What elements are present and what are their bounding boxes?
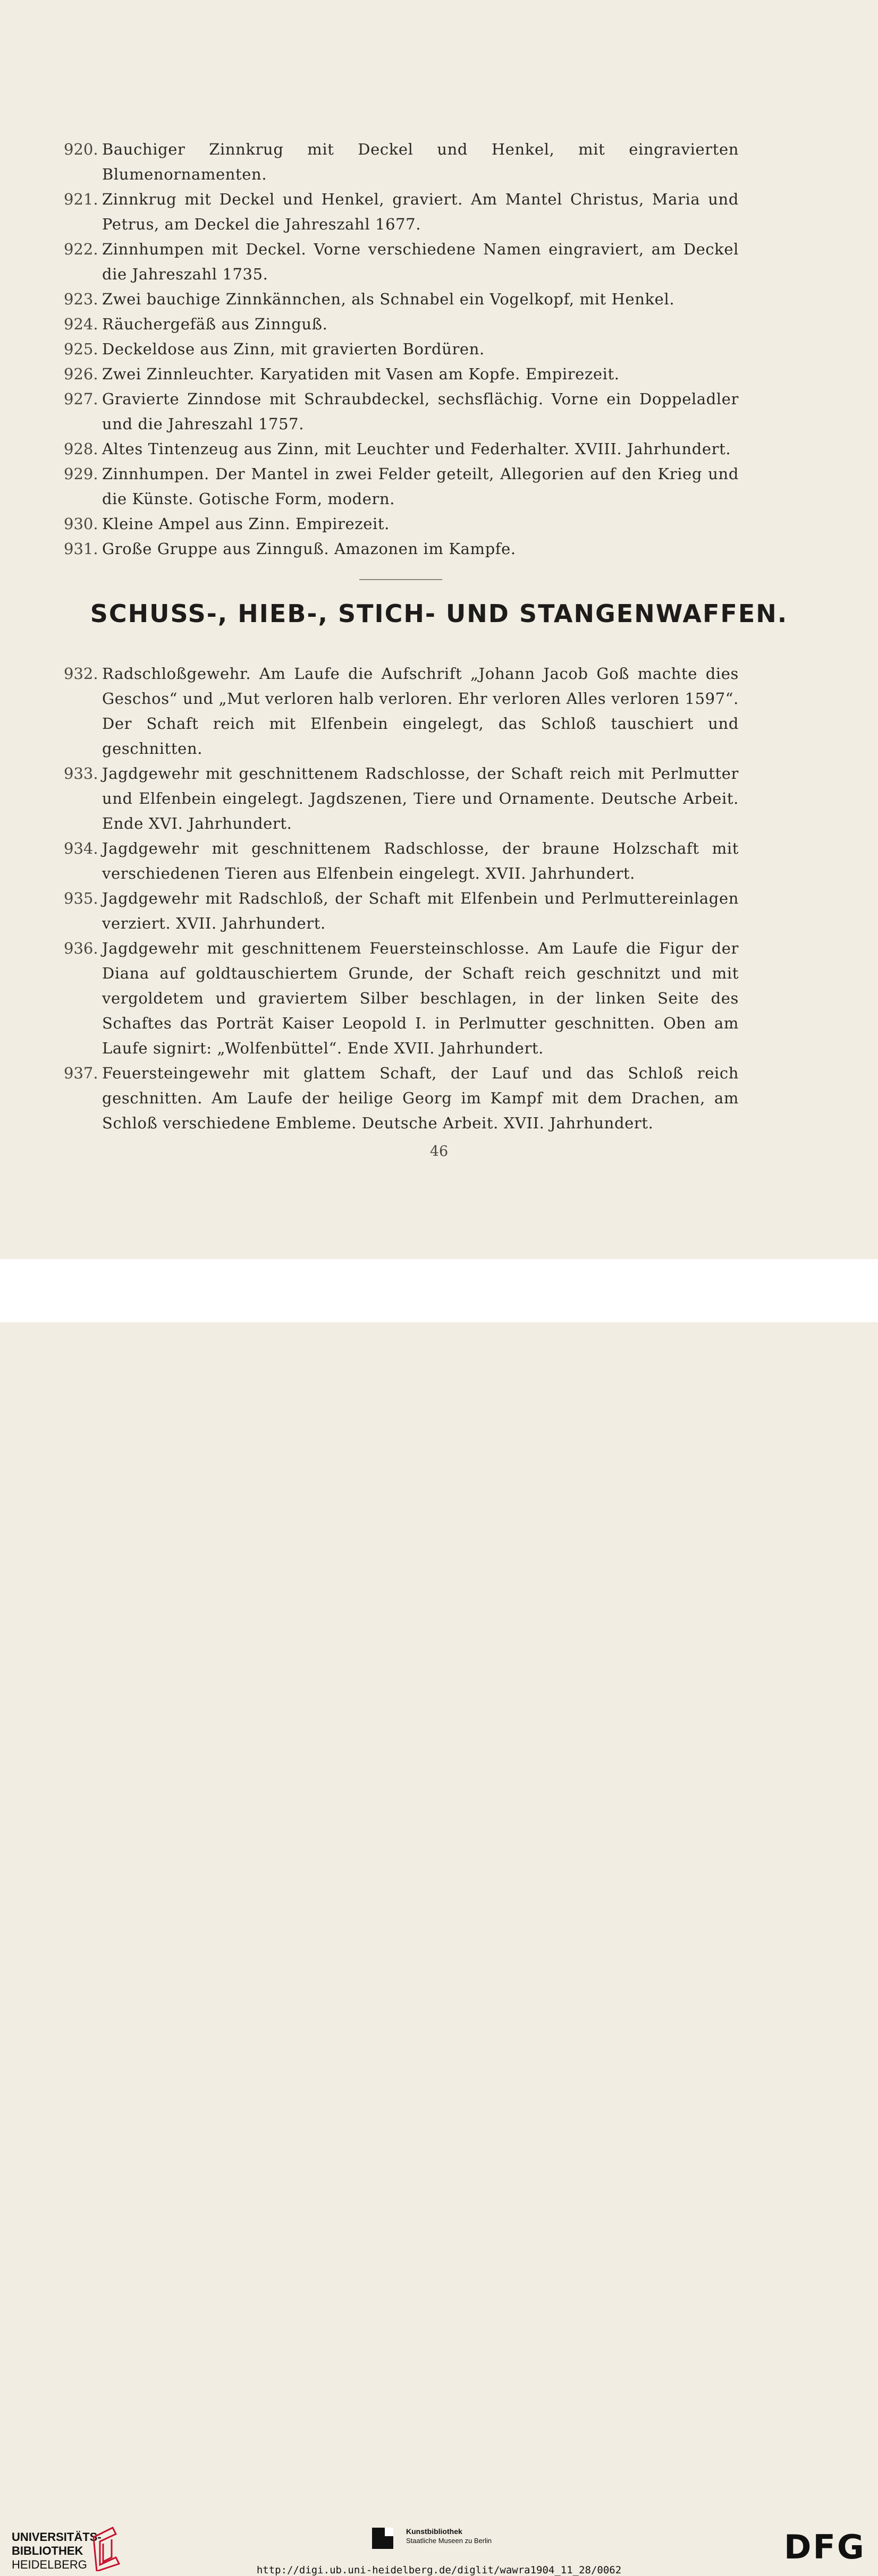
entry-text: Zinnhumpen mit Deckel. Vorne verschiedene Namen eingraviert, am Deckel die Jahreszahl 1735. [102,240,739,283]
catalog-entry [64,387,739,437]
entry-text: Jagdgewehr mit geschnittenem Feuersteinschlosse. Am Laufe die Figur der Diana auf goldtauschiertem Grunde, der Schaft reich geschnitzt und mit vergoldetem und graviertem Silber beschlagen, in der linken Seite des Schaftes das Porträt Kaiser Leopold I. in Perlmutter geschnitten. Oben am Laufe signirt: „Wolfenbüttel“. Ende XVII. Jahrhundert. [102,939,739,1057]
catalog-entry [64,137,739,187]
entry-number: 930. [64,515,98,533]
catalog-entry [64,512,739,537]
dfg-logo[interactable]: DFG [784,2528,866,2566]
kunstbibliothek-logo[interactable] [406,2527,492,2546]
logo-line: UNIVERSITÄTS- [12,2530,102,2544]
entry-text: Altes Tintenzeug aus Zinn, mit Leuchter und Federhalter. XVIII. Jahrhundert. [102,440,731,458]
entry-number: 931. [64,540,98,558]
page-number: 46 [429,1143,449,1160]
entry-number: 934. [64,839,98,857]
catalog-entry [64,886,739,936]
entry-number: 926. [64,365,98,383]
entry-text: Jagdgewehr mit Radschloß, der Schaft mit Elfenbein und Perlmuttereinlagen verziert. XVII. Jahrhundert. [102,889,739,932]
entry-number: 929. [64,465,98,483]
catalog-entries-weapons [64,661,739,1136]
catalog-entry [64,362,739,387]
catalog-entry [64,337,739,362]
catalog-entry [64,312,739,337]
entry-text: Jagdgewehr mit geschnittenem Radschlosse, der Schaft reich mit Perlmutter und Elfenbein eingelegt. Jagdszenen, Tiere und Ornamente. Deutsche Arbeit. Ende XVI. Jahrhundert. [102,764,739,832]
entry-number: 923. [64,290,98,308]
entry-text: Zwei Zinnleuchter. Karyatiden mit Vasen am Kopfe. Empirezeit. [102,365,620,383]
entry-text: Zinnkrug mit Deckel und Henkel, graviert. Am Mantel Christus, Maria und Petrus, am Deckel die Jahreszahl 1677. [102,190,739,233]
entry-text: Gravierte Zinndose mit Schraubdeckel, sechsflächig. Vorne ein Doppeladler und die Jahreszahl 1757. [102,390,739,433]
entry-text: Zwei bauchige Zinnkännchen, als Schnabel ein Vogelkopf, mit Henkel. [102,290,675,308]
entry-number: 932. [64,665,98,683]
logo-line: BIBLIOTHEK [12,2544,83,2557]
catalog-entry [64,187,739,237]
catalog-entry [64,537,739,562]
entry-text: Deckeldose aus Zinn, mit gravierten Bordüren. [102,340,485,358]
entry-number: 928. [64,440,98,458]
entry-text: Große Gruppe aus Zinnguß. Amazonen im Kampfe. [102,540,516,558]
entry-number: 921. [64,190,98,208]
catalog-entry [64,1061,739,1136]
kb-subtitle: Staatliche Museen zu Berlin [406,2537,492,2545]
permalink-url[interactable]: http://digi.ub.uni-heidelberg.de/diglit/wawra1904_11_28/0062 [256,2564,622,2576]
entry-text: Räuchergefäß aus Zinnguß. [102,315,328,333]
catalog-entry [64,237,739,287]
section-heading: SCHUSS-, HIEB-, STICH- UND STANGENWAFFEN. [90,599,788,628]
entry-number: 935. [64,889,98,907]
viewer-footer [0,1259,878,2576]
kunstbibliothek-logo-icon [372,2528,393,2549]
catalog-entry [64,761,739,836]
entry-number: 933. [64,764,98,783]
catalog-entry [64,661,739,761]
entry-number: 924. [64,315,98,333]
catalog-entry [64,287,739,312]
kb-title: Kunstbibliothek [406,2527,462,2536]
entry-number: 922. [64,240,98,258]
entry-text: Kleine Ampel aus Zinn. Empirezeit. [102,515,390,533]
entry-text: Zinnhumpen. Der Mantel in zwei Felder geteilt, Allegorien auf den Krieg und die Künste. Gotische Form, modern. [102,465,739,508]
entry-number: 927. [64,390,98,408]
entry-number: 925. [64,340,98,358]
catalog-entry [64,462,739,512]
catalog-entry [64,437,739,462]
entry-text: Bauchiger Zinnkrug mit Deckel und Henkel, mit eingravierten Blumenornamenten. [102,140,739,183]
entry-text: Jagdgewehr mit geschnittenem Radschlosse, der braune Holzschaft mit verschiedenen Tieren aus Elfenbein eingelegt. XVII. Jahrhundert. [102,839,739,882]
catalog-entries-pewter [64,137,739,562]
entry-number: 937. [64,1064,98,1082]
section-divider [359,579,442,580]
catalog-entry [64,936,739,1061]
entry-number: 920. [64,140,98,158]
document-page [0,0,878,1259]
entry-number: 936. [64,939,98,957]
entry-text: Radschloßgewehr. Am Laufe die Aufschrift „Johann Jacob Goß machte dies Geschos“ und „Mut verloren halb verloren. Ehr verloren Alles verloren 1597“. Der Schaft reich mit Elfenbein eingelegt, das Schloß tauschiert und geschnitten. [102,665,739,758]
catalog-entry [64,836,739,886]
entry-text: Feuersteingewehr mit glattem Schaft, der Lauf und das Schloß reich geschnitten. Am Laufe der heilige Georg im Kampf mit dem Drachen, am Schloß verschiedene Embleme. Deutsche Arbeit. XVII. Jahrhundert. [102,1064,739,1132]
logo-line: HEIDELBERG [12,2558,87,2571]
